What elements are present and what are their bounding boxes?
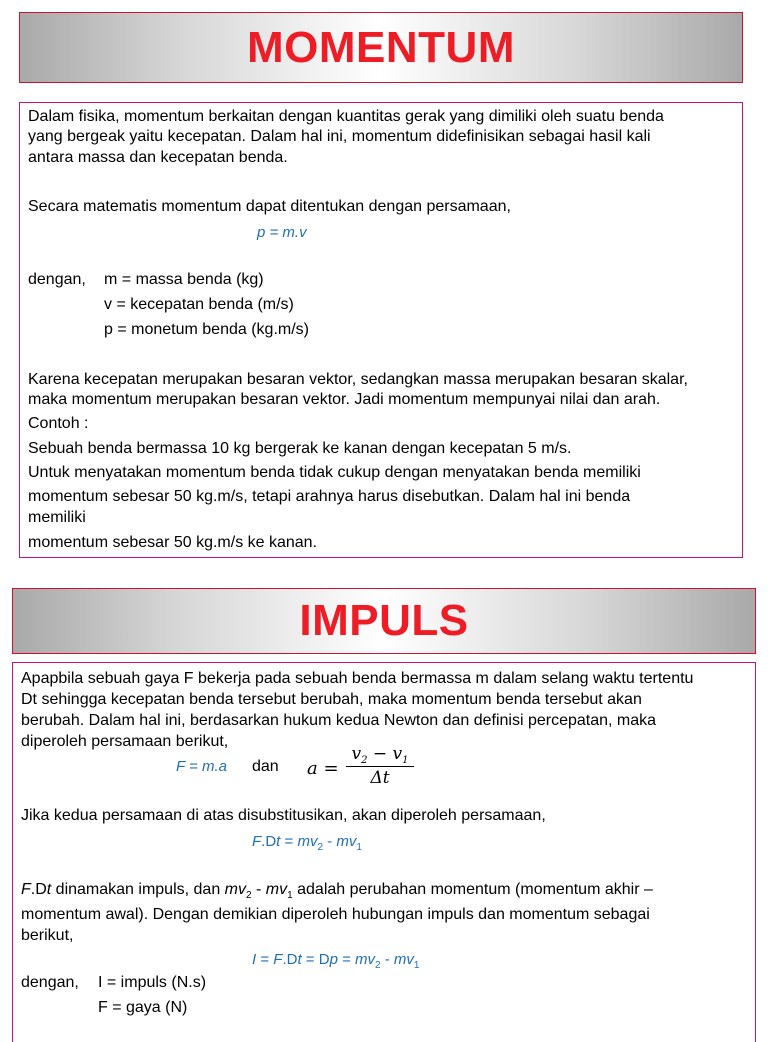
- momentum-def-p: p = monetum benda (kg.m/s): [104, 321, 309, 338]
- momentum-example-line-5: momentum sebesar 50 kg.m/s ke kanan.: [28, 534, 318, 551]
- momentum-math-intro: Secara matematis momentum dapat ditentukan dengan persamaan,: [28, 198, 511, 215]
- impuls-intro-line-3: berubah. Dalam hal ini, berdasarkan hukum kedua Newton dan definisi percepatan, maka: [21, 712, 657, 729]
- momentum-example-line-2: Untuk menyatakan momentum benda tidak cukup dengan menyatakan benda memiliki: [28, 464, 641, 481]
- accel-numerator: $v_2 - v_1$: [351, 744, 409, 766]
- momentum-para2-line-1: Karena kecepatan merupakan besaran vektor, sedangkan massa merupakan besaran skalar,: [28, 371, 688, 388]
- fraction-bar: [346, 766, 414, 767]
- impuls-eq-relation: $I = F.Dt = Dp = mv_2 - mv_1$: [252, 951, 420, 971]
- impuls-title: IMPULS: [299, 596, 469, 645]
- impuls-subst-text: Jika kedua persamaan di atas disubstitusikan, akan diperoleh persamaan,: [21, 807, 546, 824]
- momentum-title: MOMENTUM: [247, 22, 515, 72]
- impuls-intro-line-2: Dt sehingga kecepatan benda tersebut berubah, maka momentum benda tersebut akan: [21, 691, 642, 708]
- impuls-intro-line-4: diperoleh persamaan berikut,: [21, 733, 229, 750]
- momentum-example-line-4: memiliki: [28, 509, 86, 526]
- momentum-example-line-3: momentum sebesar 50 kg.m/s, tetapi arahnya harus disebutkan. Dalam hal ini benda: [28, 488, 631, 505]
- impuls-para3-line-2: berikut,: [21, 927, 74, 944]
- impuls-title-banner: [12, 588, 756, 654]
- momentum-def-v: v = kecepatan benda (m/s): [104, 296, 294, 313]
- accel-lhs: a =: [307, 758, 339, 779]
- accel-denominator: Δt: [370, 768, 390, 788]
- impuls-intro-line-1: Apapbila sebuah gaya F bekerja pada sebuah benda bermassa m dalam selang waktu tertentu: [21, 670, 694, 687]
- momentum-dengan-label: dengan,: [28, 271, 86, 288]
- momentum-para2-line-2: maka momentum merupakan besaran vektor. Jadi momentum mempunyai nilai dan arah.: [28, 391, 661, 408]
- momentum-def-m: m = massa benda (kg): [104, 271, 264, 288]
- momentum-intro-line-1: Dalam fisika, momentum berkaitan dengan kuantitas gerak yang dimiliki oleh suatu benda: [28, 108, 664, 125]
- impuls-dengan-label: dengan,: [21, 974, 79, 991]
- impuls-para3-line-1: momentum awal). Dengan demikian diperoleh hubungan impuls dan momentum sebagai: [21, 906, 650, 923]
- impuls-eq-newton: F = m.a: [176, 758, 227, 775]
- momentum-contoh-label: Contoh :: [28, 415, 89, 432]
- impuls-eq-fdt: $F.Dt = mv_2 - mv_1$: [252, 833, 362, 853]
- momentum-title-banner: [19, 12, 743, 83]
- impuls-def-i: I = impuls (N.s): [98, 974, 207, 991]
- impuls-def-f: F = gaya (N): [98, 999, 188, 1016]
- impuls-definition-line: F.Dt dinamakan impuls, dan $mv_2 - mv_1$ adalah perubahan momentum (momentum akhir –: [21, 881, 653, 901]
- momentum-formula: p = m.v: [257, 224, 307, 241]
- impuls-dan-label: dan: [252, 758, 279, 775]
- momentum-example-line-1: Sebuah benda bermassa 10 kg bergerak ke kanan dengan kecepatan 5 m/s.: [28, 440, 572, 457]
- momentum-intro-line-2: yang bergeak yaitu kecepatan. Dalam hal ini, momentum didefinisikan sebagai hasil kali: [28, 128, 651, 145]
- momentum-intro-line-3: antara massa dan kecepatan benda.: [28, 149, 288, 166]
- accel-fraction: [346, 744, 414, 788]
